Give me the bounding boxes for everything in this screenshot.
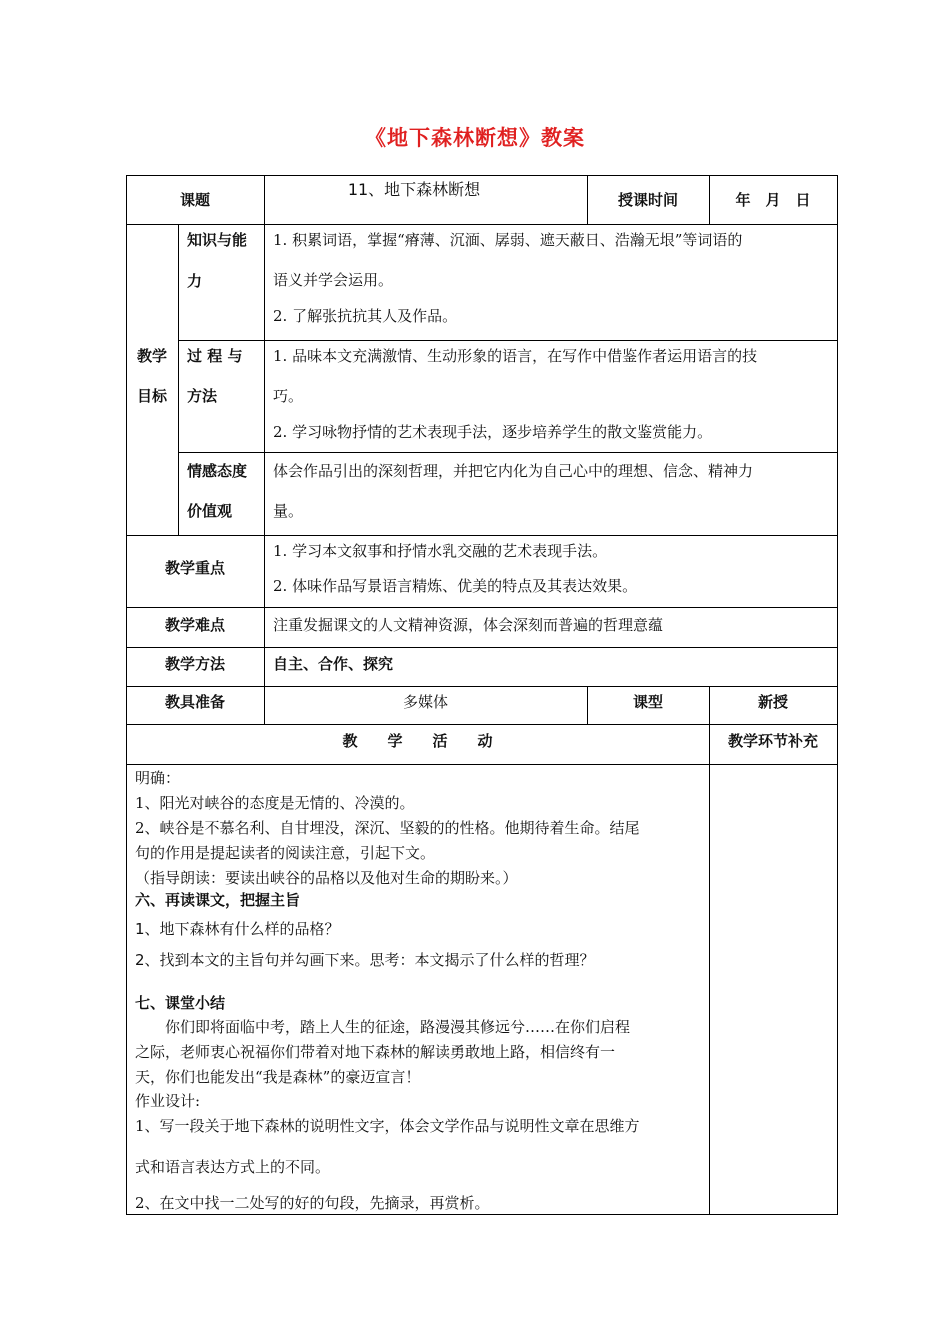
activity-line: 1、地下森林有什么样的品格？ <box>135 920 340 938</box>
row-divider <box>126 535 838 536</box>
emotion-line: 量。 <box>273 502 304 520</box>
activity-line: 作业设计: <box>135 1092 201 1110</box>
table-border-right <box>837 175 838 1215</box>
difficulty-label: 教学难点 <box>164 616 225 634</box>
supplement-header: 教学环节补充 <box>727 732 818 750</box>
process-label-line2: 方法 <box>187 387 218 405</box>
document-title: 《地下森林断想》教案 <box>365 126 585 150</box>
key-points-line: 1. 学习本文叙事和抒情水乳交融的艺术表现手法。 <box>273 542 608 560</box>
activity-line: 句的作用是提起读者的阅读注意，引起下文。 <box>135 844 436 862</box>
activity-line: 2、在文中找一二处写的好的句段，先摘录，再赏析。 <box>135 1194 490 1212</box>
process-line: 2. 学习咏物抒情的艺术表现手法，逐步培养学生的散文鉴赏能力。 <box>273 423 713 441</box>
method-label: 教学方法 <box>164 655 225 673</box>
activity-line: 2、峡谷是不慕名利、自甘埋没，深沉、坚毅的的性格。他期待着生命。结尾 <box>135 819 640 837</box>
activity-line: 1、写一段关于地下森林的说明性文字，体会文学作品与说明性文章在思维方 <box>135 1117 640 1135</box>
emotion-label-line1: 情感态度 <box>187 462 248 480</box>
difficulty-text: 注重发掘课文的人文精神资源，体会深刻而普遍的哲理意蕴 <box>273 616 664 634</box>
method-text: 自主、合作、探究 <box>273 655 394 673</box>
time-label: 授课时间 <box>617 191 678 209</box>
activity-line: 2、找到本文的主旨句并勾画下来。思考：本文揭示了什么样的哲理？ <box>135 951 595 969</box>
col-divider <box>178 224 179 536</box>
row-divider <box>126 647 838 648</box>
activity-section-heading: 六、再读课文，把握主旨 <box>135 891 301 909</box>
row-divider <box>178 340 838 341</box>
topic-label: 课题 <box>179 191 210 209</box>
tools-value: 多媒体 <box>402 693 448 711</box>
table-border-bottom <box>126 1214 838 1215</box>
activity-line: 你们即将面临中考，踏上人生的征途，路漫漫其修远兮……在你们启程 <box>135 1018 631 1036</box>
goals-label-line2: 目标 <box>136 387 167 405</box>
topic-value: 11、地下森林断想 <box>347 180 481 199</box>
lesson-type-label: 课型 <box>632 693 663 711</box>
goals-label-line1: 教学 <box>136 347 167 365</box>
activity-header: 教 学 活 动 <box>342 732 493 750</box>
lesson-type-value: 新授 <box>757 693 788 711</box>
activity-line: 式和语言表达方式上的不同。 <box>135 1158 331 1176</box>
table-border-top <box>126 175 838 176</box>
process-label-line1: 过 程 与 <box>187 347 243 365</box>
knowledge-line: 语义并学会运用。 <box>273 271 394 289</box>
process-line: 1. 品味本文充满激情、生动形象的语言，在写作中借鉴作者运用语言的技 <box>273 347 758 365</box>
emotion-label-line2: 价值观 <box>187 502 233 520</box>
emotion-line: 体会作品引出的深刻哲理，并把它内化为自己心中的理想、信念、精神力 <box>273 462 754 480</box>
activity-section-heading: 七、课堂小结 <box>135 994 226 1012</box>
knowledge-label-line1: 知识与能 <box>187 231 248 249</box>
col-divider <box>709 686 710 1215</box>
key-points-label: 教学重点 <box>164 559 225 577</box>
row-divider <box>126 607 838 608</box>
key-points-line: 2. 体味作品写景语言精炼、优美的特点及其表达效果。 <box>273 577 638 595</box>
activity-line: 1、阳光对峡谷的态度是无情的、冷漠的。 <box>135 794 415 812</box>
time-value: 年 月 日 <box>735 191 811 209</box>
activity-line: （指导朗读：要读出峡谷的品格以及他对生命的期盼来。） <box>135 869 518 887</box>
row-divider <box>126 686 838 687</box>
row-divider <box>178 452 838 453</box>
knowledge-line: 1. 积累词语，掌握“瘠薄、沉湎、孱弱、遮天蔽日、浩瀚无垠”等词语的 <box>273 231 743 249</box>
tools-label: 教具准备 <box>164 693 225 711</box>
knowledge-label-line2: 力 <box>187 272 203 290</box>
activity-line: 之际，老师衷心祝福你们带着对地下森林的解读勇敢地上路，相信终有一 <box>135 1043 616 1061</box>
activity-line: 天，你们也能发出“我是森林”的豪迈宣言！ <box>135 1068 421 1086</box>
activity-line: 明确： <box>135 769 181 787</box>
row-divider <box>126 724 838 725</box>
col-divider <box>264 224 265 687</box>
knowledge-line: 2. 了解张抗抗其人及作品。 <box>273 307 458 325</box>
row-divider <box>126 764 838 765</box>
row-divider <box>126 224 838 225</box>
process-line: 巧。 <box>273 387 304 405</box>
